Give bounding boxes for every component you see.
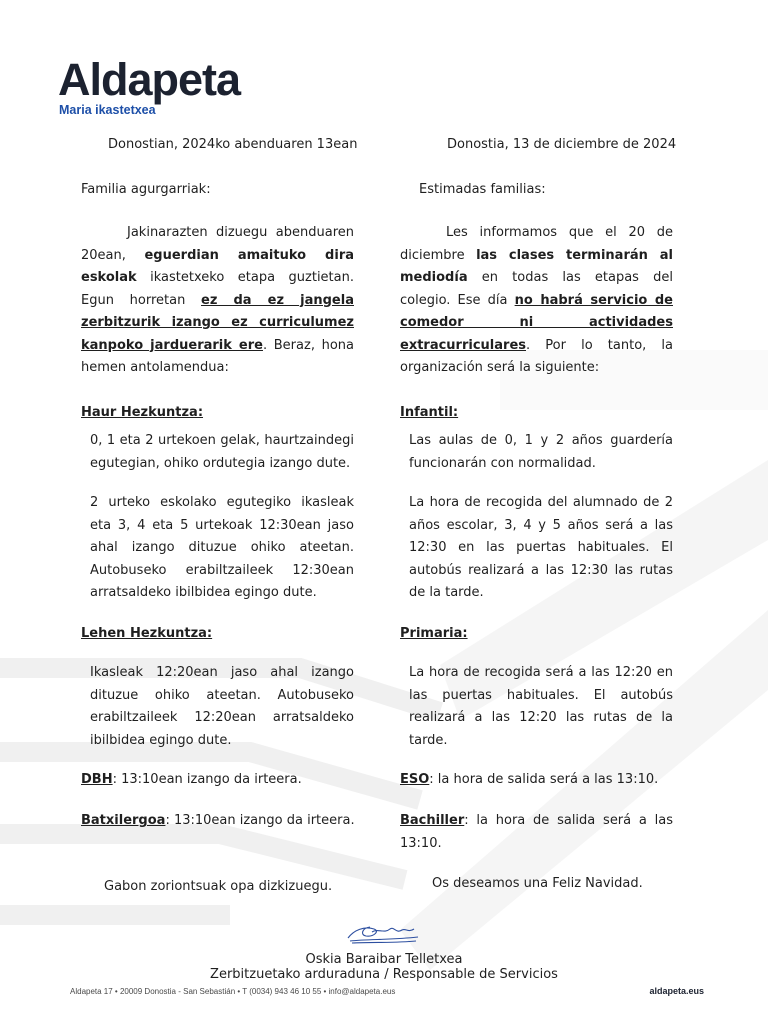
spanish-intro (400, 222, 673, 380)
spanish-infantil-text-2: La hora de recogida del alumnado de 2 años escolar, 3, 4 y 5 años será a las 12:30 en las puertas habituales. El autobús realizará a las 12:30 las rutas de la tarde. (409, 495, 673, 600)
spanish-eso-text: : la hora de salida será a las 13:10. (429, 772, 659, 787)
basque-intro-bold-underline: ez da ez jangela zerbitzurik izango ez curriculumez kanpoko jarduerarik ere (81, 292, 354, 353)
spanish-bach-line (400, 810, 673, 855)
basque-primaria-heading: Lehen Hezkuntza: (81, 626, 213, 641)
basque-date: Donostian, 2024ko abenduaren 13ean (108, 137, 358, 152)
spanish-eso-label: ESO (400, 772, 430, 787)
spanish-primaria-heading: Primaria: (400, 626, 468, 641)
spanish-closing: Os deseamos una Feliz Navidad. (432, 876, 643, 891)
basque-bach-line (81, 810, 355, 832)
basque-bach-text: : 13:10ean izango da irteera. (165, 813, 355, 828)
footer-website[interactable]: aldapeta.eus (649, 986, 704, 996)
basque-greeting: Familia agurgarriak: (81, 182, 211, 197)
spanish-eso-line (400, 769, 658, 791)
signer-role: Zerbitzuetako arduraduna / Responsable de Servicios (210, 967, 558, 982)
spanish-primaria-text: La hora de recogida será a las 12:20 en las puertas habituales. El autobús realizará a las 12:20 las rutas de la tarde. (409, 665, 673, 748)
spanish-intro-bold-underline: no habrá servicio de comedor ni actividades extracurriculares (400, 292, 673, 353)
signer-name: Oskia Baraibar Telletxea (305, 952, 463, 967)
spanish-intro-text-2: en todas las etapas del colegio. Ese día (400, 270, 673, 308)
spanish-bach-label: Bachiller (400, 813, 465, 828)
footer-address: Aldapeta 17 • 20009 Donostia - San Sebastián • T (0034) 943 46 10 55 • info@aldapeta.eus (70, 987, 396, 996)
spanish-infantil-text-1: Las aulas de 0, 1 y 2 años guardería funcionarán con normalidad. (409, 433, 673, 471)
basque-infantil-text-1: 0, 1 eta 2 urtekoen gelak, haurtzaindegi egutegian, ohiko ordutegia izango dute. (90, 433, 354, 471)
spanish-intro-text-3: . Por lo tanto, la organización será la siguiente: (400, 337, 673, 375)
spanish-date: Donostia, 13 de diciembre de 2024 (447, 137, 677, 152)
spanish-intro-bold: las clases terminarán al mediodía (400, 247, 673, 285)
basque-intro-text-2: ikastetxeko etapa guztietan. Egun horretan (81, 270, 354, 308)
basque-eso-text: : 13:10ean izango da irteera. (112, 772, 302, 787)
basque-intro-text-1: Jakinarazten dizuegu abenduaren 20ean, (81, 225, 354, 263)
basque-eso-label: DBH (81, 772, 113, 787)
basque-intro-bold: eguerdian amaituko dira eskolak (81, 247, 354, 285)
spanish-greeting: Estimadas familias: (419, 182, 546, 197)
basque-closing: Gabon zoriontsuak opa dizkizuegu. (104, 879, 333, 894)
basque-intro (81, 222, 354, 380)
basque-infantil-heading: Haur Hezkuntza: (81, 405, 204, 420)
basque-infantil-text-2: 2 urteko eskolako egutegiko ikasleak eta 3, 4 eta 5 urtekoak 12:30ean jaso ahal izango dituzue ohiko ateetan. Autobuseko erabiltzaileek 12:30ean arratsaldeko ibilbidea egingo dute. (90, 495, 354, 600)
basque-bach-label: Batxilergoa (81, 813, 166, 828)
basque-primaria-text: Ikasleak 12:20ean jaso ahal izango dituzue ohiko ateetan. Autobuseko erabiltzaileek 12:20ean arratsaldeko ibilbidea egingo dute. (90, 665, 354, 748)
spanish-infantil-heading: Infantil: (400, 405, 459, 420)
basque-intro-text-3: . Beraz, hona hemen antolamendua: (81, 337, 354, 375)
logo-subtitle: Maria ikastetxea (59, 103, 156, 117)
spanish-intro-text-1: Les informamos que el 20 de diciembre (400, 225, 673, 263)
basque-eso-line (81, 769, 302, 791)
handwritten-signature (344, 918, 424, 946)
spanish-bach-text: : la hora de salida será a las 13:10. (400, 813, 673, 851)
logo: Aldapeta (58, 54, 241, 105)
